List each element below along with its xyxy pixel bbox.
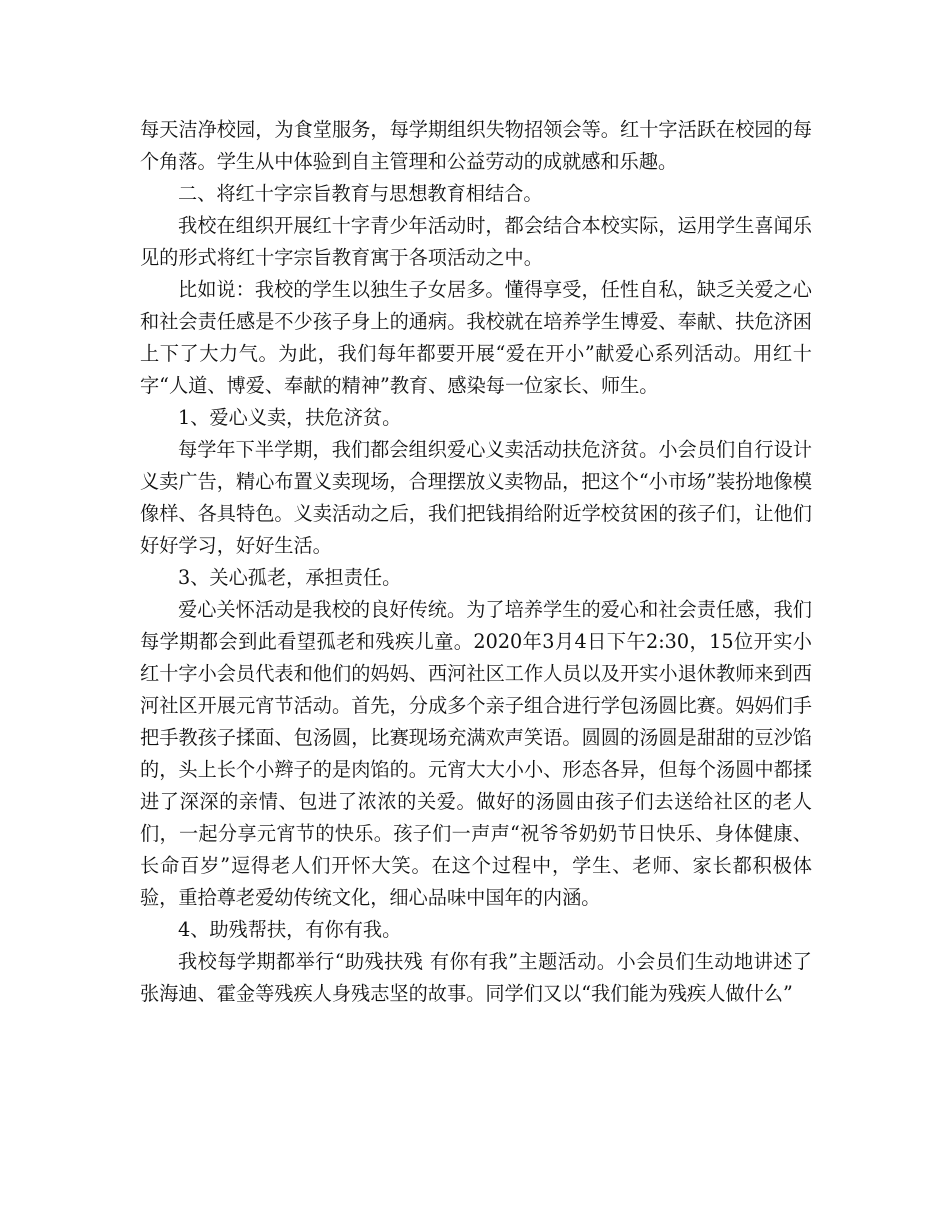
- paragraph-care-elderly: 爱心关怀活动是我校的良好传统。为了培养学生的爱心和社会责任感，我们每学期都会到此看望孤老和残疾儿童。2020年3月4日下午2:30，15位开实小红十字小会员代表和他们的妈妈、西河社区工作人员以及开实小退休教师来到西河社区开展元宵节活动。首先，分成多个亲子组合进行学包汤圆比赛。妈妈们手把手教孩子揉面、包汤圆，比赛现场充满欢声笑语。圆圆的汤圆是甜甜的豆沙馅的，头上长个小辫子的是肉馅的。元宵大大小小、形态各异，但每个汤圆中都揉进了深深的亲情、包进了浓浓的关爱。做好的汤圆由孩子们去送给社区的老人们，一起分享元宵节的快乐。孩子们一声声“祝爷爷奶奶节日快乐、身体健康、长命百岁”逗得老人们开怀大笑。在这个过程中，学生、老师、家长都积极体验，重拾尊老爱幼传统文化，细心品味中国年的内涵。: [140, 598, 812, 909]
- paragraph-activities-intro: 我校在组织开展红十字青少年活动时，都会结合本校实际，运用学生喜闻乐见的形式将红十字宗旨教育寓于各项活动之中。: [140, 214, 812, 269]
- paragraph-charity-sale: 每学年下半学期，我们都会组织爱心义卖活动扶危济贫。小会员们自行设计义卖广告，精心布置义卖现场，合理摆放义卖物品，把这个“小市场”装扮地像模像样、各具特色。义卖活动之后，我们把钱捐给附近学校贫困的孩子们，让他们好好学习，好好生活。: [140, 438, 812, 557]
- heading-help-disabled: 4、助残帮扶，有你有我。: [178, 918, 402, 941]
- paragraph-help-disabled: 我校每学期都举行“助残扶残 有你有我”主题活动。小会员们生动地讲述了张海迪、霍金等残疾人身残志坚的故事。同学们又以“我们能为残疾人做什么”: [140, 950, 812, 1005]
- heading-section-two: 二、将红十字宗旨教育与思想教育相结合。: [178, 182, 543, 205]
- paragraph-campus-service: 每天洁净校园，为食堂服务，每学期组织失物招领会等。红十字活跃在校园的每个角落。学生从中体验到自主管理和公益劳动的成就感和乐趣。: [140, 118, 812, 173]
- heading-care-elderly: 3、关心孤老，承担责任。: [178, 566, 402, 589]
- paragraph-example: 比如说：我校的学生以独生子女居多。懂得享受，任性自私，缺乏关爱之心和社会责任感是不少孩子身上的通病。我校就在培养学生博爱、奉献、扶危济困上下了大力气。为此，我们每年都要开展“爱在开小”献爱心系列活动。用红十字“人道、博爱、奉献的精神”教育、感染每一位家长、师生。: [140, 278, 812, 397]
- document-body: [140, 114, 812, 1010]
- heading-charity-sale: 1、爱心义卖，扶危济贫。: [178, 406, 402, 429]
